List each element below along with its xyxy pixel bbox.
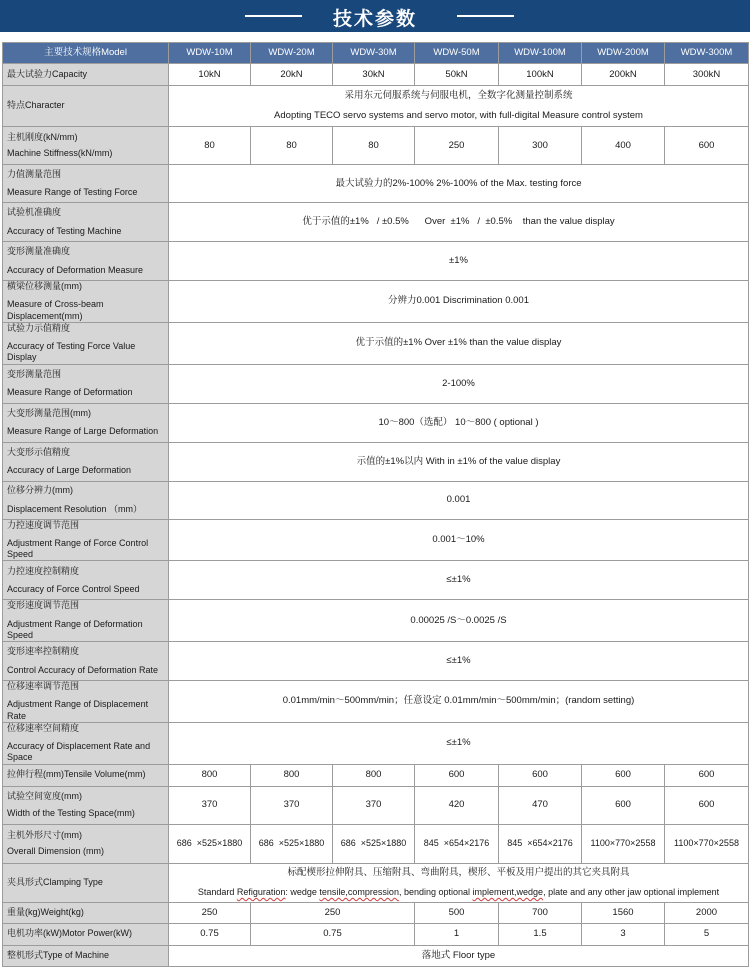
value-cell: 1100×770×2558	[665, 824, 749, 863]
row-deform-speed-range	[3, 600, 749, 642]
header-label: 主要技术规格Model	[3, 43, 169, 64]
row-label	[3, 481, 169, 519]
label-en: Adjustment Range of Deformation Speed	[7, 618, 143, 640]
row-label	[3, 561, 169, 600]
row-clamping	[3, 863, 749, 902]
label-en: Measure Range of Deformation	[7, 387, 133, 397]
value-cell: 600	[582, 786, 665, 824]
value-cell: 0.001～10%	[169, 519, 749, 561]
label-cn: 大变形测量范围(mm)	[7, 407, 91, 418]
label-en: Accuracy of Force Control Speed	[7, 583, 140, 594]
label-en: Adjustment Range of Force Control Speed	[7, 537, 149, 559]
spec-table	[2, 42, 749, 967]
value-cell: 最大试验力的2%-100% 2%-100% of the Max. testing force	[169, 165, 749, 203]
row-label: 特点Character	[3, 86, 169, 127]
clamping-text: tensile,compression	[319, 886, 399, 897]
row-capacity	[3, 64, 749, 86]
value-cell: 80	[333, 127, 415, 165]
value-cell: 10～800（选配） 10～800 ( optional )	[169, 403, 749, 442]
value-cell: 686 ×525×1880	[251, 824, 333, 863]
row-label	[3, 165, 169, 203]
label-en: Accuracy of Large Deformation	[7, 465, 132, 475]
value-cell: 落地式 Floor type	[169, 945, 749, 966]
label-en: Accuracy of Deformation Measure	[7, 264, 144, 275]
label-cn: 试验力示值精度	[7, 322, 71, 333]
header-row	[3, 43, 749, 64]
value-cell: 600	[582, 764, 665, 786]
row-label	[3, 600, 169, 642]
character-en: Adopting TECO servo systems and servo motor, with full-digital Measure control system	[274, 110, 643, 121]
label-en: Machine Stiffness(kN/mm)	[7, 148, 113, 158]
value-cell: 800	[251, 764, 333, 786]
label-cn: 位移速率调节范围	[7, 681, 80, 691]
row-label	[3, 681, 169, 723]
clamping-cn: 标配楔形拉伸附具、压缩附具、弯曲附具，楔形、平板及用户提出的其它夹具附具	[287, 866, 630, 878]
value-cell: 80	[169, 127, 251, 165]
value-cell: 2-100%	[169, 364, 749, 403]
value-cell: 1	[415, 923, 499, 945]
clamping-text: , plate and any other jaw optional implement	[543, 886, 720, 897]
value-cell: 1.5	[499, 923, 582, 945]
value-cell: 优于示值的±1% / ±0.5% Over ±1% / ±0.5% than the value display	[169, 203, 749, 242]
value-cell: 250	[251, 902, 415, 923]
row-label: 夹具形式Clamping Type	[3, 863, 169, 902]
model-cell: WDW-100M	[499, 43, 582, 64]
value-cell: 0.001	[169, 481, 749, 519]
label-en: Width of the Testing Space(mm)	[7, 807, 135, 818]
value-cell: 0.01mm/min～500mm/min；任意设定 0.01mm/min～500mm/min；(random setting)	[169, 681, 749, 723]
label-cn: 变形测量准确度	[7, 246, 71, 257]
label-cn: 试验机准确度	[7, 207, 62, 218]
value-cell: 600	[665, 127, 749, 165]
row-stiffness	[3, 127, 749, 165]
value-cell: 分辨力0.001 Discrimination 0.001	[169, 281, 749, 323]
row-label	[3, 364, 169, 403]
value-cell: 30kN	[333, 64, 415, 86]
model-cell: WDW-10M	[169, 43, 251, 64]
value-cell: 700	[499, 902, 582, 923]
row-disp-rate-accuracy	[3, 722, 749, 764]
label-cn: 力值测量范围	[7, 168, 62, 179]
row-deform-range	[3, 364, 749, 403]
value-cell: ≤±1%	[169, 561, 749, 600]
value-cell: 300kN	[665, 64, 749, 86]
row-crossbeam	[3, 281, 749, 323]
row-tensile-volume	[3, 764, 749, 786]
value-cell: 0.75	[251, 923, 415, 945]
row-label	[3, 322, 169, 364]
row-deform-rate-accuracy	[3, 642, 749, 681]
row-machine-type	[3, 945, 749, 966]
model-cell: WDW-20M	[251, 43, 333, 64]
value-cell: 1100×770×2558	[582, 824, 665, 863]
model-cell: WDW-30M	[333, 43, 415, 64]
value-cell: 250	[415, 127, 499, 165]
value-cell: 800	[333, 764, 415, 786]
value-cell: 420	[415, 786, 499, 824]
label-en: Measure of Cross-beam Displacement(mm)	[7, 299, 104, 321]
value-cell: 600	[499, 764, 582, 786]
value-cell: 600	[415, 764, 499, 786]
value-cell: ≤±1%	[169, 642, 749, 681]
clamping-text: Refiguration	[236, 886, 286, 897]
row-force-speed-range	[3, 519, 749, 561]
row-label	[3, 242, 169, 281]
label-en: Overall Dimension (mm)	[7, 846, 105, 856]
value-cell: 优于示值的±1% Over ±1% than the value display	[169, 322, 749, 364]
model-cell: WDW-200M	[582, 43, 665, 64]
label-cn: 横梁位移测量(mm)	[7, 281, 82, 291]
value-cell: 0.75	[169, 923, 251, 945]
model-cell: WDW-300M	[665, 43, 749, 64]
row-label	[3, 281, 169, 323]
row-label: 最大试验力Capacity	[3, 64, 169, 86]
value-cell: 300	[499, 127, 582, 165]
label-cn: 力控速度控制精度	[7, 565, 80, 576]
label-en: Control Accuracy of Deformation Rate	[7, 664, 159, 675]
row-accuracy-machine	[3, 203, 749, 242]
value-cell: 500	[415, 902, 499, 923]
value-cell: 686 ×525×1880	[333, 824, 415, 863]
row-force-speed-accuracy	[3, 561, 749, 600]
label-en: Accuracy of Testing Machine	[7, 225, 122, 236]
row-label: 整机形式Type of Machine	[3, 945, 169, 966]
row-label	[3, 403, 169, 442]
label-en: Measure Range of Testing Force	[7, 187, 138, 197]
label-cn: 变形速度调节范围	[7, 600, 80, 611]
row-weight	[3, 902, 749, 923]
row-label: 拉伸行程(mm)Tensile Volume(mm)	[3, 764, 169, 786]
label-en: Adjustment Range of Displacement Rate	[7, 699, 149, 721]
row-large-deform	[3, 403, 749, 442]
value-cell: 470	[499, 786, 582, 824]
label-cn: 位移分辨力(mm)	[7, 485, 73, 496]
value-cell: 0.00025 /S～0.0025 /S	[169, 600, 749, 642]
row-label	[3, 722, 169, 764]
label-cn: 位移速率空间精度	[7, 722, 80, 733]
value-cell: 3	[582, 923, 665, 945]
label-cn: 主机外形尺寸(mm)	[7, 829, 82, 840]
label-cn: 力控速度调节范围	[7, 519, 80, 530]
row-disp-rate-range	[3, 681, 749, 723]
character-cn: 采用东元伺服系统与伺服电机，全数字化测量控制系统	[344, 90, 573, 102]
row-label: 重量(kg)Weight(kg)	[3, 902, 169, 923]
value-cell	[169, 86, 749, 127]
label-en: Accuracy of Testing Force Value Display	[7, 341, 136, 363]
value-cell: 370	[251, 786, 333, 824]
row-dimension	[3, 824, 749, 863]
label-cn: 主机刚度(kN/mm)	[7, 131, 78, 142]
value-cell: ≤±1%	[169, 722, 749, 764]
label-cn: 变形速率控制精度	[7, 646, 80, 657]
row-label	[3, 786, 169, 824]
value-cell: 845 ×654×2176	[415, 824, 499, 863]
row-large-deform-accuracy	[3, 442, 749, 481]
banner-title: 技术参数	[332, 8, 417, 30]
value-cell: 100kN	[499, 64, 582, 86]
row-label	[3, 442, 169, 481]
row-force-range	[3, 165, 749, 203]
row-label	[3, 642, 169, 681]
row-power	[3, 923, 749, 945]
banner-rule-right	[457, 15, 514, 17]
label-en: Measure Range of Large Deformation	[7, 426, 159, 436]
value-cell: 400	[582, 127, 665, 165]
clamping-text: : wedge	[285, 886, 320, 897]
label-en: Accuracy of Displacement Rate and Space	[7, 741, 151, 763]
model-cell: WDW-50M	[415, 43, 499, 64]
value-cell: 600	[665, 764, 749, 786]
row-force-display	[3, 322, 749, 364]
value-cell: 686 ×525×1880	[169, 824, 251, 863]
clamping-text: , bending optional	[398, 886, 473, 897]
row-character	[3, 86, 749, 127]
value-cell: 50kN	[415, 64, 499, 86]
value-cell: 20kN	[251, 64, 333, 86]
section-banner	[0, 0, 750, 32]
row-test-space	[3, 786, 749, 824]
row-label	[3, 203, 169, 242]
row-accuracy-deformation	[3, 242, 749, 281]
row-label	[3, 824, 169, 863]
row-label: 电机功率(kW)Motor Power(kW)	[3, 923, 169, 945]
value-cell: 1560	[582, 902, 665, 923]
clamping-en	[172, 887, 745, 898]
value-cell: ±1%	[169, 242, 749, 281]
value-cell: 5	[665, 923, 749, 945]
value-cell: 200kN	[582, 64, 665, 86]
label-cn: 大变形示值精度	[7, 446, 71, 457]
value-cell: 250	[169, 902, 251, 923]
clamping-text: implement,wedge	[472, 886, 544, 897]
label-en: Displacement Resolution （mm）	[7, 503, 143, 514]
label-cn: 变形测量范围	[7, 368, 62, 379]
value-cell: 示值的±1%以内 With in ±1% of the value display	[169, 442, 749, 481]
value-cell: 10kN	[169, 64, 251, 86]
value-cell: 80	[251, 127, 333, 165]
clamping-text: Standard	[197, 886, 237, 897]
row-disp-resolution	[3, 481, 749, 519]
value-cell: 2000	[665, 902, 749, 923]
row-label	[3, 127, 169, 165]
value-cell: 370	[333, 786, 415, 824]
value-cell	[169, 863, 749, 902]
value-cell: 800	[169, 764, 251, 786]
label-cn: 试验空间宽度(mm)	[7, 791, 82, 802]
row-label	[3, 519, 169, 561]
value-cell: 370	[169, 786, 251, 824]
value-cell: 600	[665, 786, 749, 824]
value-cell: 845 ×654×2176	[499, 824, 582, 863]
